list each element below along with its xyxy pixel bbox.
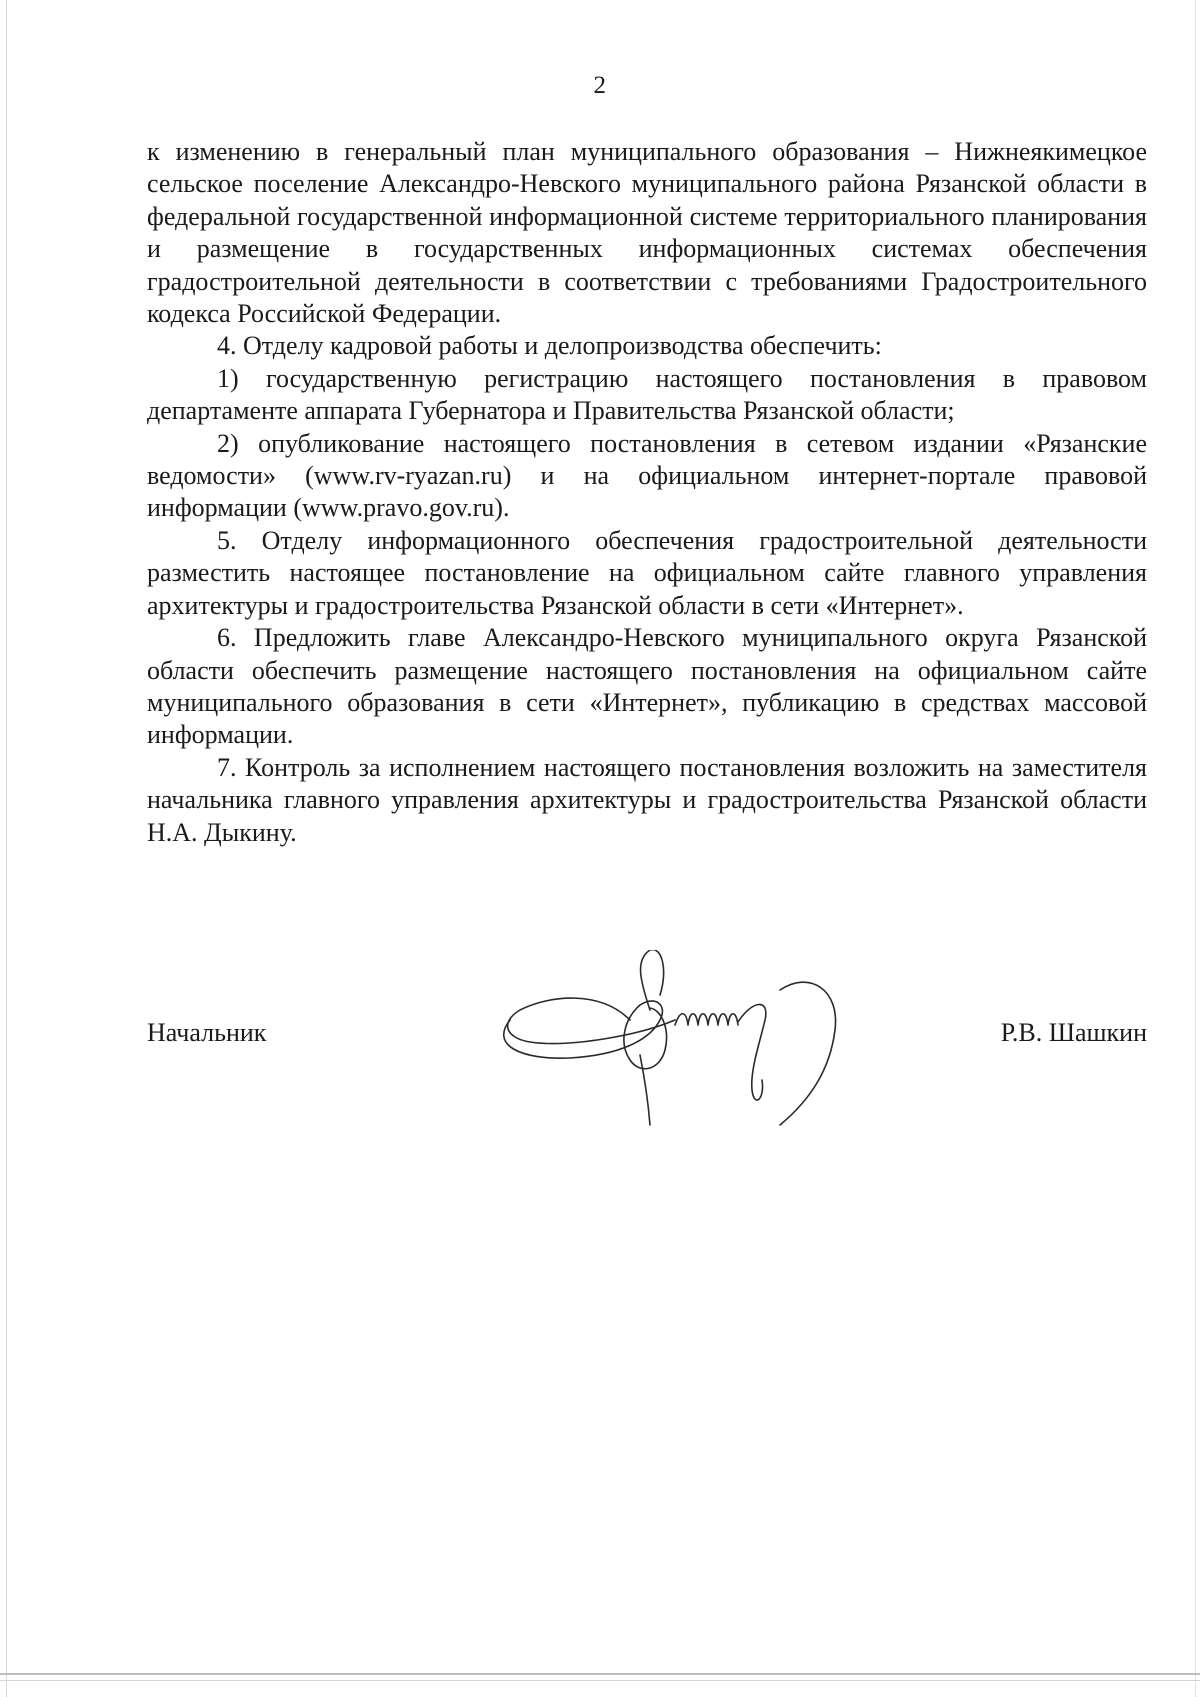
scan-bottom-line: [0, 1673, 1200, 1675]
document-body: [147, 136, 1147, 849]
scan-edge-left: [6, 0, 7, 1697]
paragraph-continuation: к изменению в генеральный план муниципального образования – Нижнеякимецкое сельское поселение Александро-Невского муниципального района Рязанской области в федеральной государственной информационной системе территориального планирования и размещение в государственных информационных системах обеспечения градостроительной деятельности в соответствии с требованиями Градостроительного кодекса Российской Федерации.: [147, 137, 1147, 329]
paragraph-item-7: 7. Контроль за исполнением настоящего постановления возложить на заместителя начальника главного управления архитектуры и градостроительства Рязанской области Н.А. Дыкину.: [147, 752, 1147, 847]
scan-edge-right: [1195, 0, 1196, 1697]
signature-block: [147, 1018, 1147, 1058]
paragraph-subitem-1: 1) государственную регистрацию настоящего постановления в правовом департаменте аппарата Губернатора и Правительства Рязанской области;: [147, 363, 1147, 426]
paragraph-item-5: 5. Отделу информационного обеспечения градостроительной деятельности разместить настоящее постановление на официальном сайте главного управления архитектуры и градостроительства Рязанской области в сети «Интернет».: [147, 525, 1147, 620]
scan-bottom-line-secondary: [0, 1680, 1200, 1681]
signatory-title: Начальник: [147, 1018, 267, 1047]
signatory-name: Р.В. Шашкин: [1000, 1018, 1147, 1047]
page-number: 2: [593, 72, 607, 99]
paragraph-item-4: 4. Отделу кадровой работы и делопроизводства обеспечить:: [217, 331, 882, 361]
paragraph-item-6: 6. Предложить главе Александро-Невского муниципального округа Рязанской области обеспечить размещение настоящего постановления на официальном сайте муниципального образования в сети «Интернет», публикацию в средствах массовой информации.: [147, 623, 1147, 750]
paragraph-subitem-2: 2) опубликование настоящего постановления в сетевом издании «Рязанские ведомости» (www.rv-ryazan.ru) и на официальном интернет-портале правовой информации (www.pravo.gov.ru).: [147, 428, 1147, 523]
